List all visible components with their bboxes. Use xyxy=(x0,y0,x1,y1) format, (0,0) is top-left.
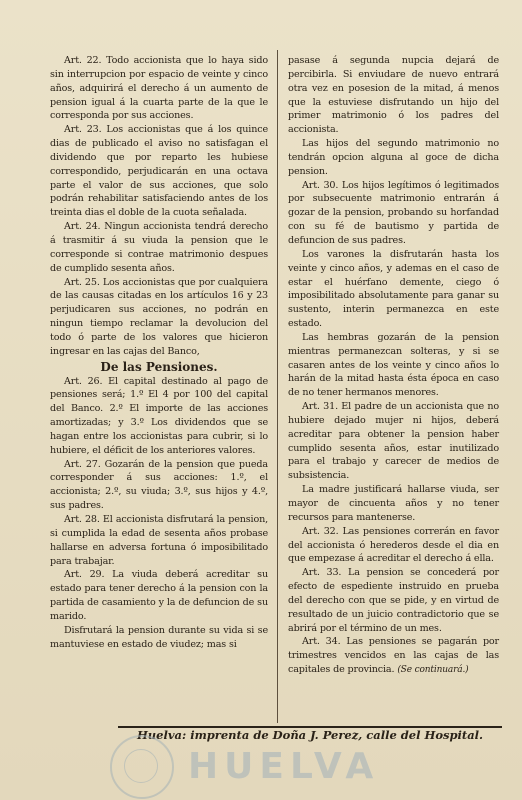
article-22: Art. 22. Todo accionista que lo haya sido sin interrupcion por espacio de veinte y cinco años, adquirirá el derecho á un aumento de pension igual á la cuarta parte de la que le corresponda por sus acciones. xyxy=(50,55,268,122)
article-32: Art. 32. Las pensiones correrán en favor del accionista ó herederos desde el dia en que empezase á acreditar el derecho á ella. xyxy=(288,525,499,565)
article-31: Art. 31. El padre de un accionista que no hubiere dejado mujer ni hijos, deberá acreditar para obtener la pension haber cumplido sesenta años, estar inutilizado para el trabajo y carecer de medios de subsistencia. xyxy=(288,401,499,482)
female-heirs-clause: Las hembras gozarán de la pension mientras permanezcan solteras, y si se casaren antes de los veinte y cinco años lo harán de la mitad hasta ésta época en caso de no tener hermanos menores. xyxy=(288,331,499,399)
right-column xyxy=(288,54,499,678)
article-29-continued: Disfrutará la pension durante su vida si se mantuviese en estado de viudez; mas si xyxy=(50,624,268,650)
male-heirs-clause: Los varones la disfrutarán hasta los veinte y cinco años, y ademas en el caso de estar el huérfano demente, ciego ó imposibilitado absolutamente para ganar su sustento, interin permanezca en este estado. xyxy=(288,248,499,330)
article-25: Art. 25. Los accionistas que por cualquiera de las causas citadas en los artículos 16 y 23 perjudicaren sus acciones, no podrán en ningun tiempo reclamar la devolucion del todo ó parte de los valores que hicieron ingresar en las cajas del Banco, xyxy=(50,276,268,357)
left-column xyxy=(50,54,268,651)
printer-imprint: Huelva: imprenta de Doña J. Perez, calle del Hospital. xyxy=(136,728,484,742)
article-28: Art. 28. El accionista disfrutará la pension, si cumplida la edad de sesenta años probase hallarse en adversa fortuna ó imposibilitado para trabajar. xyxy=(50,514,268,567)
article-27: Art. 27. Gozarán de la pension que pueda corresponder á sus acciones: 1.º, el accionista; 2.º, su viuda; 3.º, sus hijos y 4.º, sus padres. xyxy=(50,458,268,512)
article-34-text: Art. 34. Las pensiones se pagarán por trimestres vencidos en las cajas de las capitales de provincia. xyxy=(288,636,499,676)
seal-icon xyxy=(110,735,174,799)
article-29-end: pasase á segunda nupcia dejará de percibirla. Si enviudare de nuevo entrará otra vez en posesion de la mitad, á menos que la estuviese disfrutando un hijo del primer matrimonio ó los padres del accionista. xyxy=(288,55,499,136)
article-24: Art. 24. Ningun accionista tendrá derecho á trasmitir á su viuda la pension que le corresponde si contrae matrimonio despues de cumplido sesenta años. xyxy=(50,221,268,274)
article-33: Art. 33. La pension se concederá por efecto de espediente instruido en prueba del derecho con que se pide, y en virtud de resultado de un juicio contradictorio que se abrirá por el término de un mes. xyxy=(288,567,499,634)
watermark-text: HUELVA xyxy=(188,746,380,787)
article-34 xyxy=(288,635,499,678)
article-29: Art. 29. La viuda deberá acreditar su estado para tener derecho á la pension con la partida de casamiento y la de defuncion de su marido. xyxy=(50,569,268,622)
article-30: Art. 30. Los hijos legítimos ó legitimados por subsecuente matrimonio entrarán á gozar de la pension, probando su horfandad con su fé de bautismo y partida de defuncion de sus padres. xyxy=(288,179,499,246)
continue-note: (Se continuará.) xyxy=(397,665,469,676)
article-23: Art. 23. Los accionistas que á los quince dias de publicado el aviso no satisfagan el dividendo que por reparto les hubiese correspondido, perjudicarán en una octava parte el valor de sus acciones, que solo podrán rehabilitar satisfaciendo antes de los treinta dias el doble de la cuota señalada. xyxy=(50,124,268,219)
second-marriage-clause: Las hijos del segundo matrimonio no tendrán opcion alguna al goce de dicha pension. xyxy=(288,138,499,177)
article-26: Art. 26. El capital destinado al pago de pensiones será; 1.º El 4 por 100 del capital del Banco. 2.º El importe de las acciones amortizadas; y 3.º Los dividendos que se hagan entre los accionistas para cubrir, si lo hubiere, el déficit de los anteriores valores. xyxy=(50,375,268,456)
column-divider xyxy=(277,50,278,723)
library-watermark xyxy=(104,733,522,800)
section-heading: De las Pensiones. xyxy=(100,359,218,374)
mother-clause: La madre justificará hallarse viuda, ser mayor de cincuenta años y no tener recursos para mantenerse. xyxy=(288,484,499,523)
